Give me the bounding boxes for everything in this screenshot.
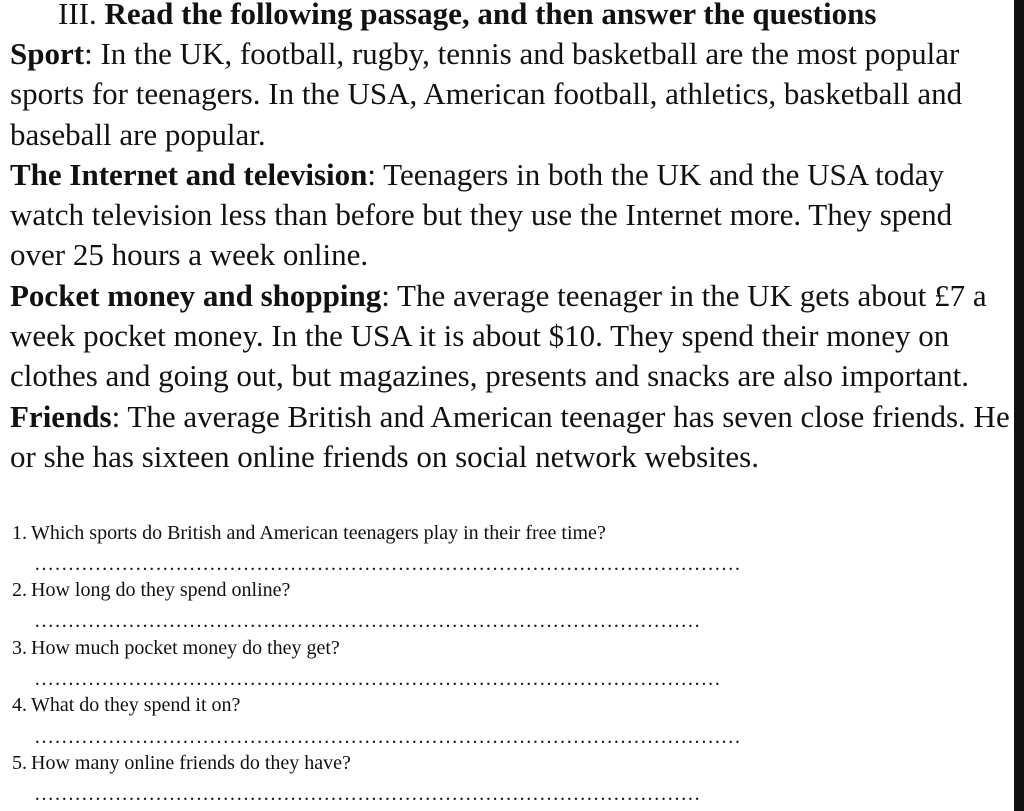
question-text: How long do they spend online? bbox=[31, 579, 291, 601]
question-number: 1. bbox=[12, 522, 27, 544]
paragraph-label: Friends bbox=[10, 398, 112, 434]
question-number: 4. bbox=[12, 694, 27, 716]
answer-line-2[interactable]: ……………………………………………………………………………………… bbox=[34, 610, 701, 632]
question-number: 5. bbox=[12, 752, 27, 774]
question-4 bbox=[12, 693, 240, 717]
paragraph-text: : The average British and American teenager has seven close friends. He or she has sixteen online friends on social network websites. bbox=[10, 398, 1010, 474]
section-title: Read the following passage, and then answer the questions bbox=[104, 0, 877, 31]
answer-line-3[interactable]: ………………………………………………………………………………………… bbox=[34, 668, 721, 690]
paragraph-sport bbox=[10, 34, 1010, 155]
paragraph-text: : Teenagers in both the UK and the USA today watch television less than before but they use the Internet more. They spend over 25 hours a week online. bbox=[10, 156, 953, 273]
question-number: 3. bbox=[12, 637, 27, 659]
question-text: How many online friends do they have? bbox=[31, 752, 351, 774]
page-edge-border bbox=[1014, 0, 1024, 811]
paragraph-label: The Internet and television bbox=[10, 156, 368, 192]
question-3 bbox=[12, 636, 340, 660]
reading-passage bbox=[10, 34, 1010, 477]
question-1 bbox=[12, 521, 606, 545]
paragraph-friends bbox=[10, 397, 1010, 478]
question-number: 2. bbox=[12, 579, 27, 601]
paragraph-label: Pocket money and shopping bbox=[10, 277, 382, 313]
answer-line-1[interactable]: …………………………………………………………………………………………… bbox=[34, 553, 741, 575]
paragraph-internet-television bbox=[10, 155, 1010, 276]
question-5 bbox=[12, 751, 351, 775]
question-2 bbox=[12, 578, 290, 602]
question-text: Which sports do British and American teenagers play in their free time? bbox=[31, 522, 606, 544]
paragraph-text: : In the UK, football, rugby, tennis and basketball are the most popular sports for teenagers. In the USA, American football, athletics, basketball and baseball are popular. bbox=[10, 36, 963, 152]
paragraph-text: : The average teenager in the UK gets about £7 a week pocket money. In the USA it is about $10. They spend their money on clothes and going out, but magazines, presents and snacks are also important. bbox=[10, 277, 987, 394]
paragraph-label: Sport bbox=[10, 36, 85, 71]
answer-line-5[interactable]: ……………………………………………………………………………………… bbox=[34, 783, 701, 805]
answer-line-4[interactable]: …………………………………………………………………………………………… bbox=[34, 726, 741, 748]
section-numeral: III. bbox=[58, 0, 97, 31]
section-heading bbox=[58, 0, 876, 34]
question-text: How much pocket money do they get? bbox=[31, 637, 340, 659]
paragraph-pocket-money bbox=[10, 276, 1010, 397]
question-text: What do they spend it on? bbox=[31, 694, 241, 716]
